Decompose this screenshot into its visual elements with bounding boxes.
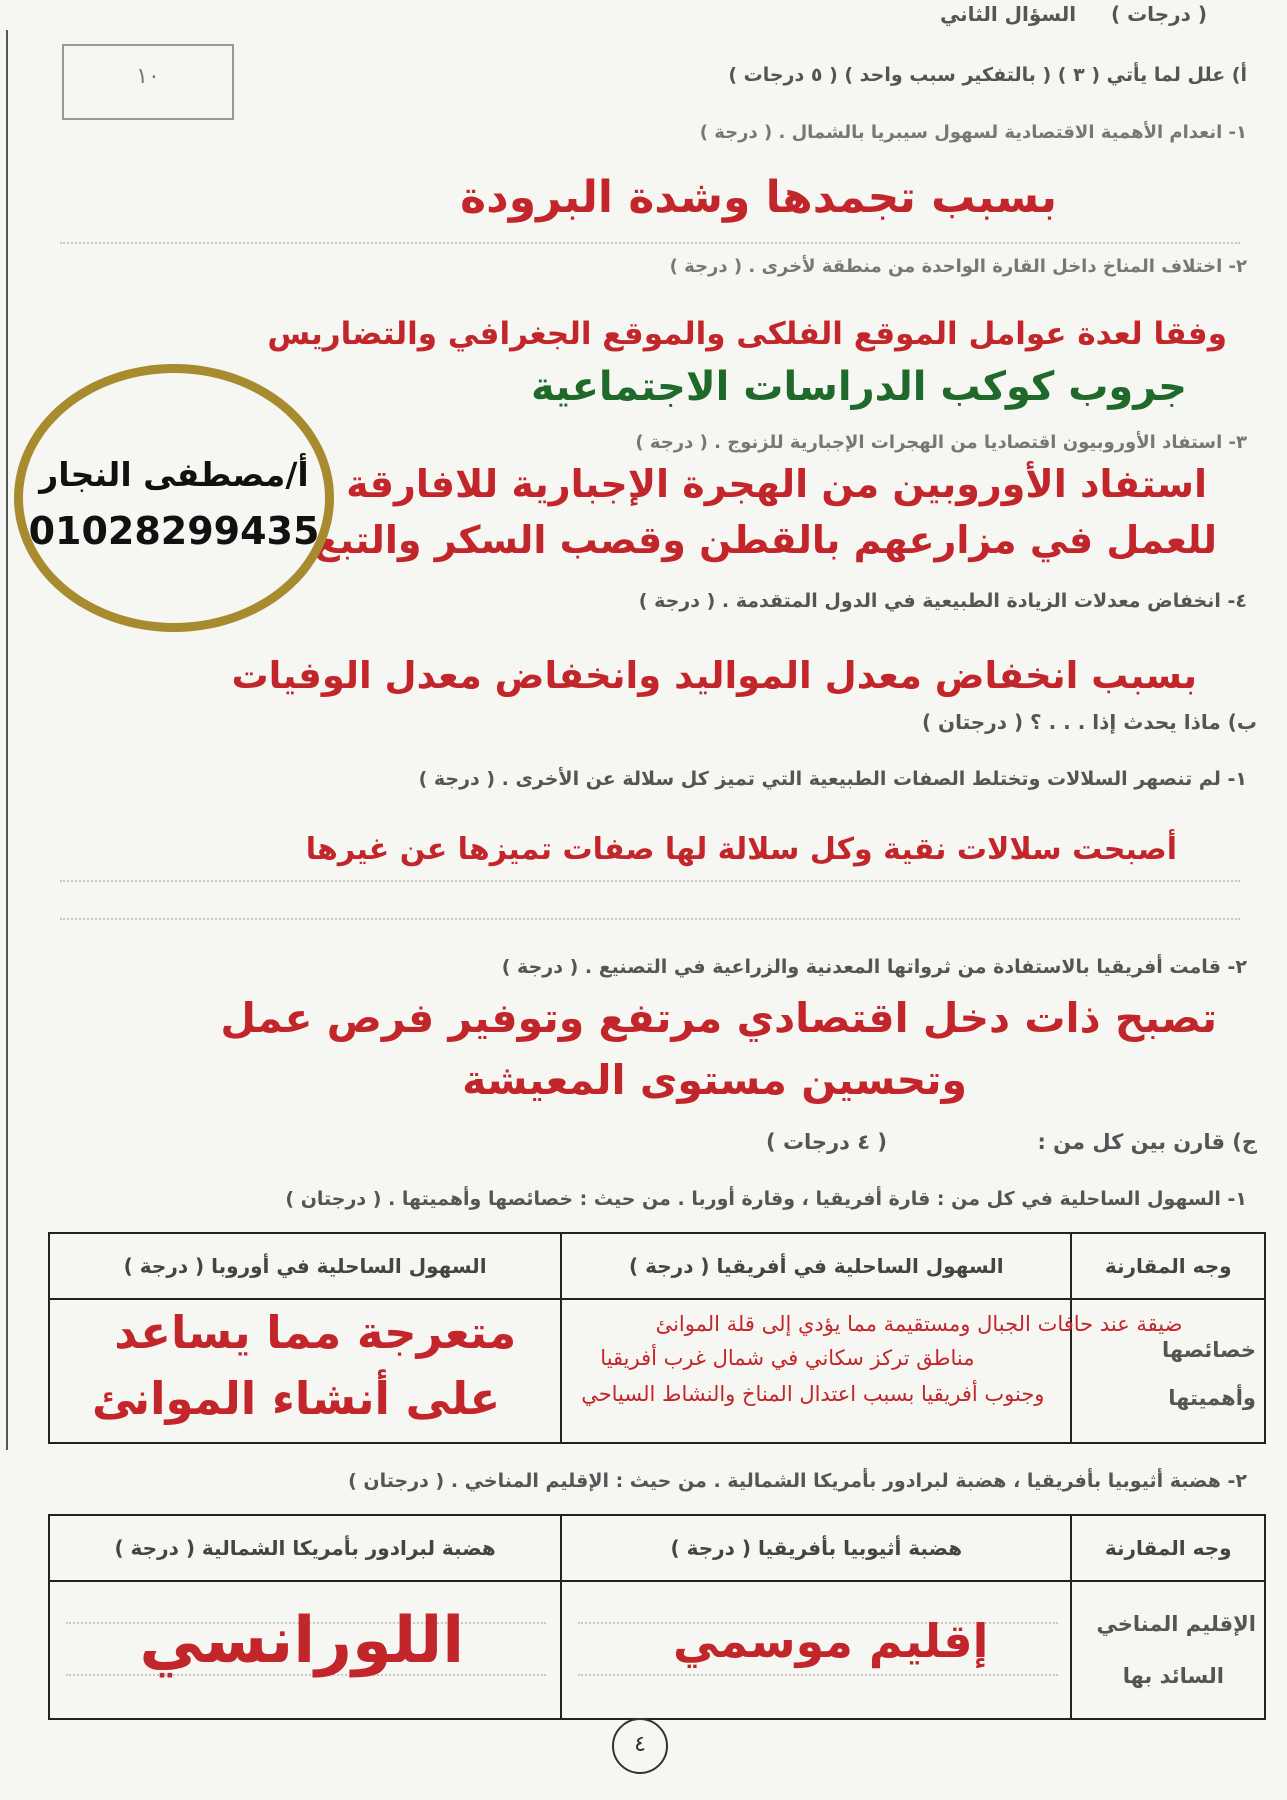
- table2-header-ethiopia: هضبة أثيوبيا بأفريقيا ( درجة ): [561, 1515, 1071, 1581]
- europe-answer-line2: على أنشاء الموانئ: [91, 1372, 501, 1425]
- table1-row-label-1: خصائصها: [1161, 1338, 1256, 1362]
- answer-b2-line2: وتحسين مستوى المعيشة: [462, 1056, 967, 1104]
- table2-header-aspect: وجه المقارنة: [1071, 1515, 1265, 1581]
- africa-answer-line1: ضيقة عند حافات الجبال ومستقيمة مما يؤدي إلى قلة الموانئ: [655, 1312, 1183, 1336]
- question-a2: ٢- اختلاف المناخ داخل القارة الواحدة من منطقة لأخرى . ( درجة ): [669, 256, 1247, 277]
- score-box: [62, 44, 234, 120]
- q2-header: [647, 2, 1207, 26]
- table1-row-label-2: وأهميتها: [1168, 1386, 1256, 1410]
- table2-header-labrador: هضبة لبرادور بأمريكا الشمالية ( درجة ): [49, 1515, 561, 1581]
- answer-a4: بسبب انخفاض معدل المواليد وانخفاض معدل الوفيات: [231, 654, 1197, 697]
- answer-a2: وفقا لعدة عوامل الموقع الفلكى والموقع الجغرافي والتضاريس: [267, 316, 1227, 352]
- answer-line: [578, 1674, 1058, 1676]
- labrador-answer: اللورانسي: [139, 1604, 465, 1678]
- table1-aspect-cell: [1071, 1299, 1265, 1443]
- africa-answer-line2: مناطق تركز سكاني في شمال غرب أفريقيا: [600, 1346, 975, 1370]
- score-value: ١٠: [136, 64, 160, 89]
- answer-line: [60, 880, 1240, 882]
- question-a4: ٤- انخفاض معدلات الزيادة الطبيعية في الدول المتقدمة . ( درجة ): [638, 590, 1247, 612]
- stamp-name: أ/مصطفى النجار: [39, 455, 309, 494]
- comparison-table-2: [48, 1514, 1266, 1720]
- comparison-table-1: [48, 1232, 1266, 1444]
- page-number: ٤: [612, 1718, 668, 1774]
- page-edge-line: [6, 30, 8, 1450]
- table1-header-aspect: وجه المقارنة: [1071, 1233, 1265, 1299]
- table1-header-europe: السهول الساحلية في أوروبا ( درجة ): [49, 1233, 561, 1299]
- answer-a3-line1: استفاد الأوروبين من الهجرة الإجبارية للافارقة: [346, 462, 1207, 506]
- answer-line: [60, 918, 1240, 920]
- q2-marks: ( درجات ): [1110, 2, 1207, 26]
- table1-europe-cell: [49, 1299, 561, 1443]
- table1-africa-cell: [561, 1299, 1183, 1443]
- africa-answer-line3: وجنوب أفريقيا بسبب اعتدال المناخ والنشاط السياحي: [581, 1382, 1045, 1406]
- question-a1: ١- انعدام الأهمية الاقتصادية لسهول سيبريا بالشمال . ( درجة ): [699, 122, 1247, 143]
- q2-title: السؤال الثاني: [939, 2, 1077, 26]
- question-a3: ٣- استفاد الأوروبيون اقتصاديا من الهجرات الإجبارية للزنوج . ( درجة ): [635, 432, 1247, 453]
- c-instruction: ج) قارن بين كل من :: [1037, 1130, 1257, 1154]
- answer-b2-line1: تصبح ذات دخل اقتصادي مرتفع وتوفير فرص عمل: [220, 994, 1217, 1042]
- question-c2: ٢- هضبة أثيوبيا بأفريقيا ، هضبة لبرادور بأمريكا الشمالية . من حيث : الإقليم المناخي . ( درجتان ): [348, 1470, 1247, 1492]
- question-b2: ٢- قامت أفريقيا بالاستفادة من ثرواتها المعدنية والزراعية في التصنيع . ( درجة ): [501, 956, 1247, 978]
- b-instruction: ب) ماذا يحدث إذا . . . ؟ ( درجتان ): [921, 710, 1257, 734]
- question-c1: ١- السهول الساحلية في كل من : قارة أفريقيا ، وقارة أوربا . من حيث : خصائصها وأهميتها . ( درجتان ): [285, 1188, 1247, 1210]
- answer-a1: بسبب تجمدها وشدة البرودة: [460, 172, 1057, 223]
- stamp-phone: 01028299435: [28, 509, 320, 553]
- c-marks: ( ٤ درجات ): [766, 1130, 887, 1154]
- a-instruction: أ) علل لما يأتي ( ٣ ) ( بالتفكير سبب واحد ) ( ٥ درجات ): [728, 64, 1247, 86]
- table2-aspect-cell: [1071, 1581, 1265, 1719]
- answer-b1: أصبحت سلالات نقية وكل سلالة لها صفات تميزها عن غيرها: [305, 832, 1177, 867]
- europe-answer-line1: متعرجة مما يساعد: [114, 1306, 517, 1359]
- group-name: جروب كوكب الدراسات الاجتماعية: [530, 364, 1187, 410]
- author-stamp: [14, 364, 334, 632]
- table1-header-africa: السهول الساحلية في أفريقيا ( درجة ): [561, 1233, 1071, 1299]
- table2-labrador-cell: [49, 1581, 561, 1719]
- answer-line: [60, 242, 1240, 244]
- table2-row-label-2: السائد بها: [1122, 1664, 1224, 1688]
- answer-a3-line2: للعمل في مزارعهم بالقطن وقصب السكر والتبغ: [313, 518, 1217, 562]
- table2-row-label-1: الإقليم المناخي: [1096, 1612, 1256, 1636]
- table2-ethiopia-cell: [561, 1581, 1071, 1719]
- question-b1: ١- لم تنصهر السلالات وتختلط الصفات الطبيعية التي تميز كل سلالة عن الأخرى . ( درجة ): [418, 768, 1247, 790]
- ethiopia-answer: إقليم موسمي: [672, 1614, 989, 1668]
